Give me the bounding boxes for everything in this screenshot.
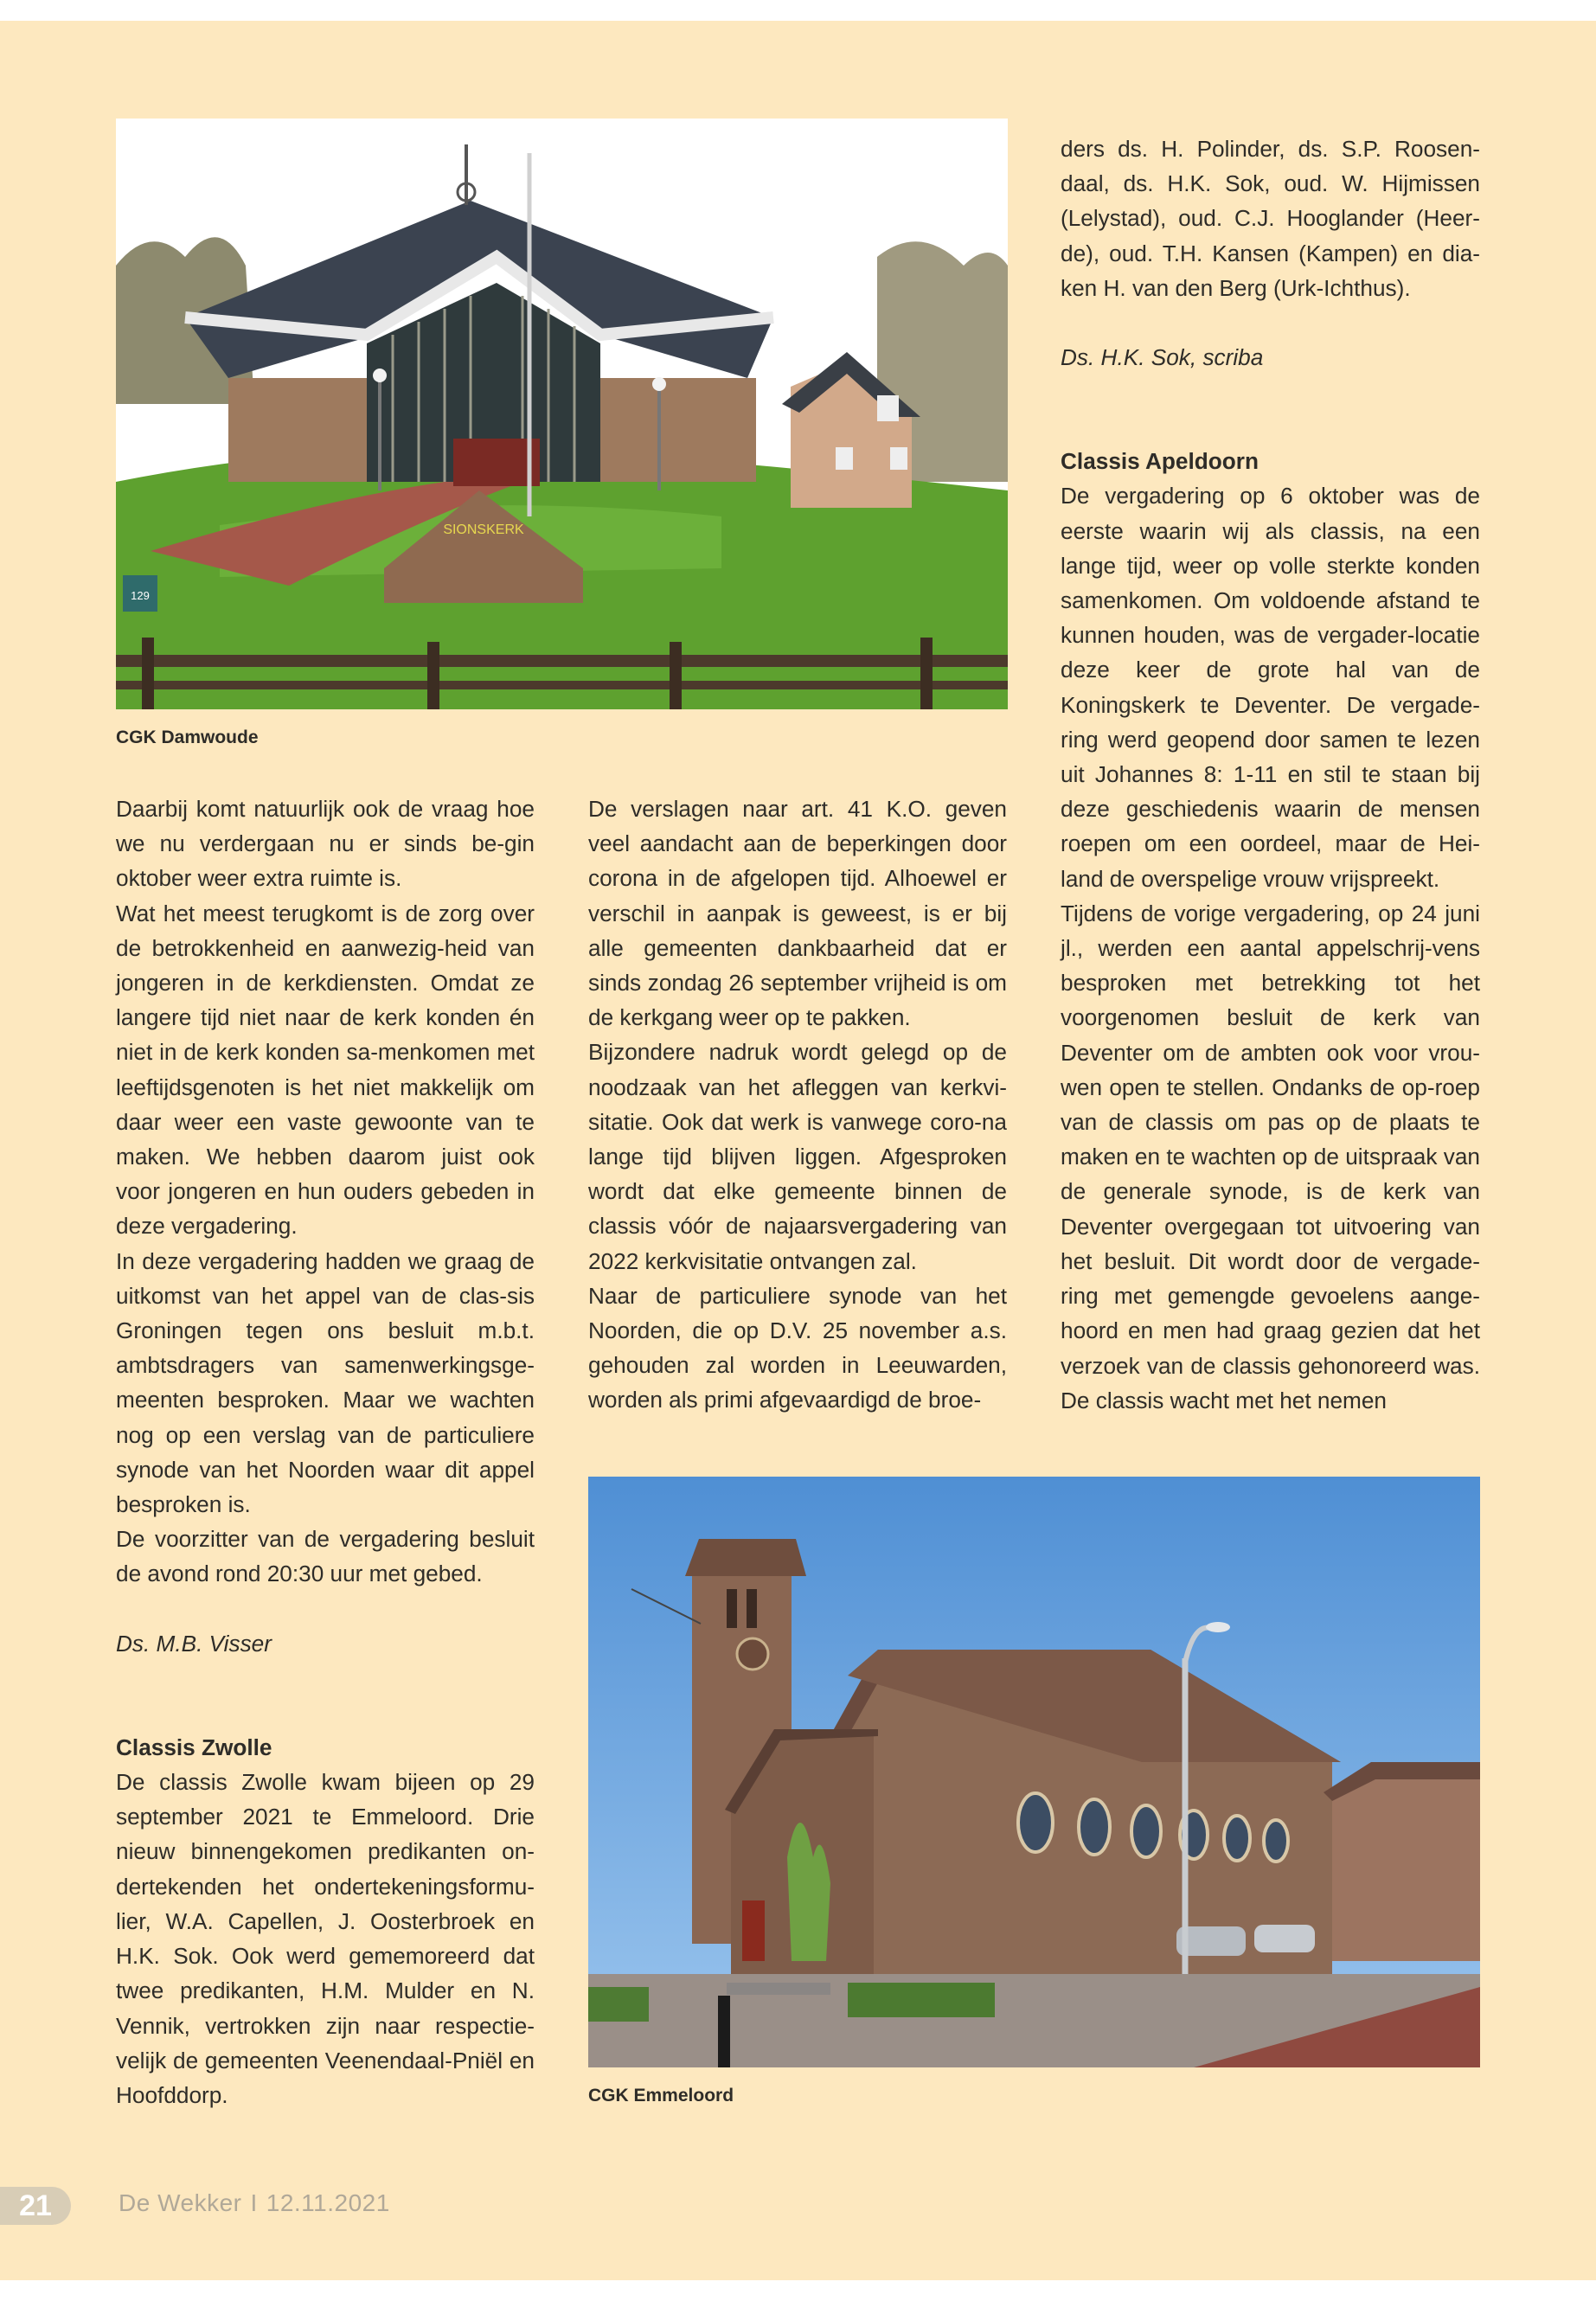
column-left: [116, 792, 535, 2112]
section-heading-apeldoorn: Classis Apeldoorn: [1061, 448, 1259, 475]
house-number: 129: [131, 589, 150, 602]
photo-cgk-emmeloord: [588, 1477, 1480, 2067]
paragraph: De classis Zwolle kwam bijeen op 29 september 2021 te Emmeloord. Drie nieuw binnengekomen predikanten on-dertekenden het ondertekeningsformu-lier, W.A. Capellen, J. Oosterbroek en H.K. Sok. Ook werd gememoreerd dat twee predikanten, H.M. Mulder en N. Vennik, vertrokken zijn naar respectie-velijk de gemeenten Veenendaal-Pniël en Hoofddorp.: [116, 1769, 535, 2108]
column-middle: [588, 792, 1007, 1418]
paragraph: Tijdens de vorige vergadering, op 24 juni jl., werden een aantal appelschrij-vens besproken met betrekking tot het voorgenomen besluit de kerk van Deventer om de ambten ook voor vrou-wen open te stellen. Ondanks de op-roep van de classis om pas op de plaats te maken en te wachten op de uitspraak van de generale synode, is de kerk van Deventer overgegaan tot uitvoering van het besluit. Dit wordt door de vergade-ring met gemengde gevoelens aange-hoord en men had graag gezien dat het verzoek van de classis gehonoreerd was. De classis wacht met het nemen: [1061, 900, 1480, 1413]
page-number: 21: [0, 2187, 71, 2225]
paragraph: In deze vergadering hadden we graag de uitkomst van het appel van de clas-sis Groningen tegen ons besluit m.b.t. ambtsdragers van samenwerkingsge-meenten besproken. Maar we wachten nog op een verslag van de particuliere synode van het Noorden waar dit appel besproken is.: [116, 1247, 535, 1518]
paragraph: De voorzitter van de vergadering besluit de avond rond 20:30 uur met gebed.: [116, 1526, 535, 1587]
photo-cgk-damwoude: [116, 119, 1008, 709]
footer-separator: I: [250, 2189, 258, 2216]
paragraph: Wat het meest terugkomt is de zorg over de betrokkenheid en aanwezig-heid van jongeren in de kerkdiensten. Omdat ze langere tijd niet naar de kerk konden én niet in de kerk konden sa-menkomen met leeftijdsgenoten is het niet makkelijk om daar weer een vaste gewoonte van te maken. We hebben daarom juist ook voor jongeren en hun ouders gebeden in deze vergadering.: [116, 900, 535, 1240]
church-damwoude-image: [116, 119, 1008, 709]
paragraph: Naar de particuliere synode van het Noorden, die op D.V. 25 november a.s. gehouden zal worden in Leeuwarden, worden als primi afgevaardigd de broe-: [588, 1282, 1007, 1413]
paragraph: ders ds. H. Polinder, ds. S.P. Roosen-daal, ds. H.K. Sok, oud. W. Hijmissen (Lelystad), oud. C.J. Hooglander (Heer-de), oud. T.H. Kansen (Kampen) en dia-ken H. van den Berg (Urk-Ichthus).: [1061, 136, 1480, 301]
paragraph: Bijzondere nadruk wordt gelegd op de noodzaak van het afleggen van kerkvi-sitatie. Ook dat werk is vanwege coro-na lange tijd blijven liggen. Afgesproken wordt dat elke gemeente binnen de classis vóór de najaarsvergadering van 2022 kerkvisitatie ontvangen zal.: [588, 1039, 1007, 1274]
church-sign-text: SIONSKERK: [443, 522, 524, 537]
photo-caption-damwoude: CGK Damwoude: [116, 727, 259, 747]
magazine-page: [0, 21, 1596, 2280]
paragraph: Daarbij komt natuurlijk ook de vraag hoe we nu verdergaan nu er sinds be-gin oktober weer extra ruimte is.: [116, 796, 535, 892]
church-emmeloord-image: [588, 1477, 1480, 2067]
section-heading-zwolle: Classis Zwolle: [116, 1734, 272, 1760]
publication-name: De Wekker: [119, 2189, 242, 2216]
photo-caption-emmeloord: CGK Emmeloord: [588, 2086, 734, 2106]
footer-publication: [119, 2189, 390, 2217]
paragraph: De vergadering op 6 oktober was de eerste waarin wij als classis, na een lange tijd, weer op volle sterkte konden samenkomen. Om voldoende afstand te kunnen houden, was de vergader-locatie deze keer de grote hal van de Koningskerk te Deventer. De vergade-ring werd geopend door samen te lezen uit Johannes 8: 1-11 en stil te staan bij deze geschiedenis waarin de mensen roepen om een oordeel, maar de Hei-land de overspelige vrouw vrijspreekt.: [1061, 483, 1480, 892]
issue-date: 12.11.2021: [266, 2189, 390, 2216]
author-signature: Ds. H.K. Sok, scriba: [1061, 344, 1264, 371]
author-signature: Ds. M.B. Visser: [116, 1630, 272, 1657]
paragraph: De verslagen naar art. 41 K.O. geven veel aandacht aan de beperkingen door corona in de afgelopen tijd. Alhoewel er verschil in aanpak is geweest, is er bij alle gemeenten dankbaarheid dat er sinds zondag 26 september vrijheid is om de kerkgang weer op te pakken.: [588, 796, 1007, 1031]
column-right: [1061, 131, 1480, 1418]
